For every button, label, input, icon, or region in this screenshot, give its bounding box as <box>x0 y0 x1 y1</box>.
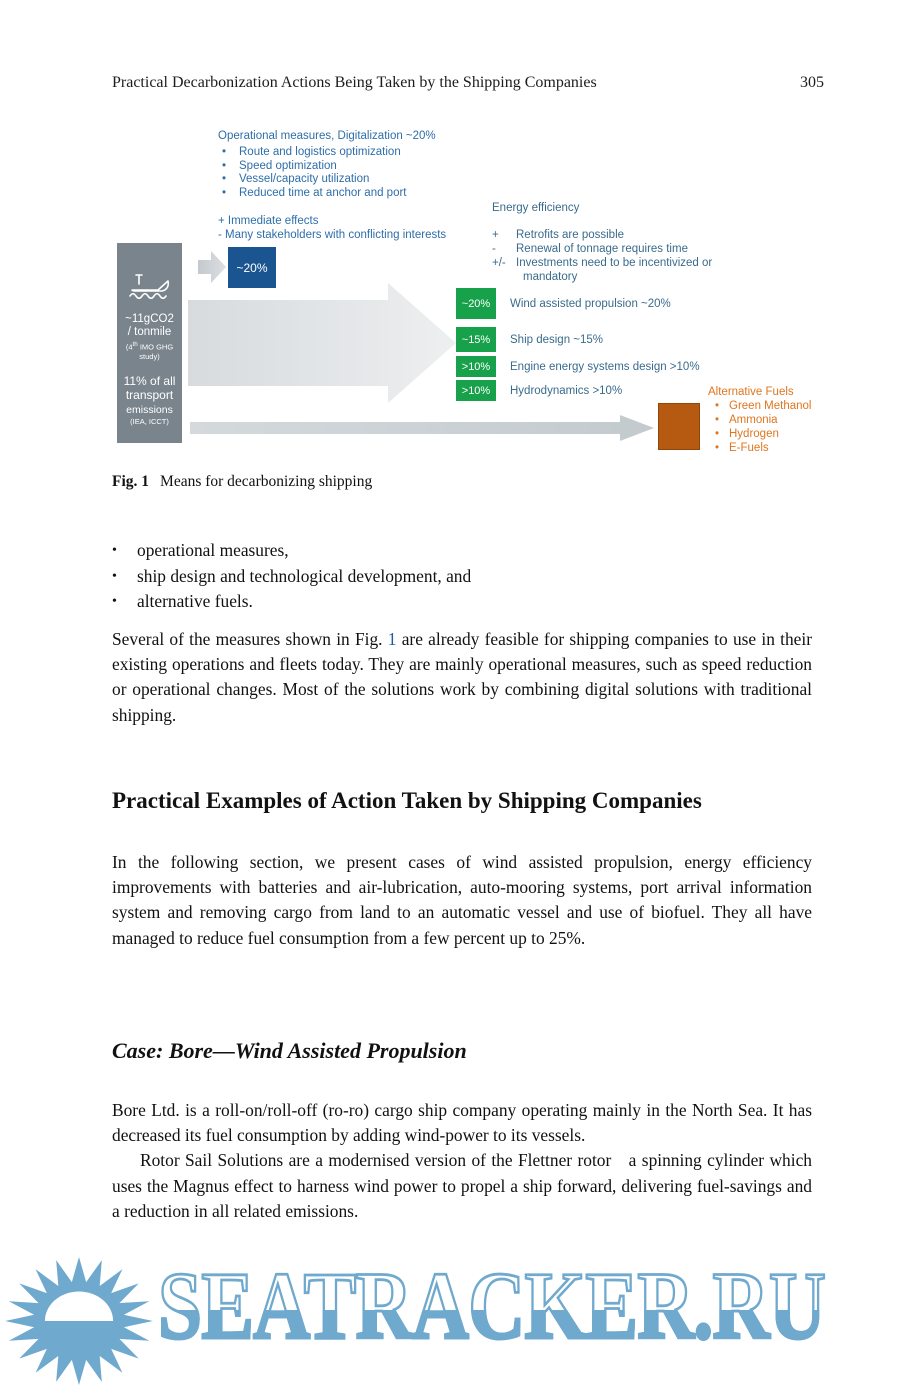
alt-fuel-label: Ammonia <box>729 414 778 426</box>
ee-point <box>492 228 802 242</box>
shipping-emissions-box <box>117 243 182 443</box>
imo-note-line2: study) <box>139 351 160 361</box>
ee-item-engine <box>456 356 700 377</box>
alt-fuel-label: Green Methanol <box>729 400 812 412</box>
ee-item-label: Wind assisted propulsion ~20% <box>510 297 671 310</box>
figure-1-diagram <box>112 125 814 470</box>
paragraph-text: are already feasible for shipping companies to use in their existing operations and fleets today. They are mainly operational measures, such as speed reduction or operational changes. Most of the solutions work by combining digital solutions with traditional shipping. <box>112 629 813 725</box>
paragraph-bore-case <box>112 1098 812 1224</box>
list-item <box>112 538 812 564</box>
paragraph-text: Rotor Sail Solutions are a modernised version of the Flettner rotor a spinning cylinder which uses the Magnus effect to harness wind power to propel a ship forward, delivering fuel-savings and a reduction in all related emissions. <box>112 1150 812 1221</box>
arrow-right-large-icon <box>188 283 456 403</box>
figure-1-reference-link[interactable]: 1 <box>387 629 397 649</box>
watermark <box>0 1254 916 1388</box>
paragraph-text: Bore Ltd. is a roll-on/roll-off (ro-ro) cargo ship company operating mainly in the North Sea. It has decreased its fuel consumption by adding wind-power to its vessels. <box>112 1100 812 1146</box>
sun-logo-icon <box>4 1256 154 1386</box>
ee-point <box>492 270 802 284</box>
imo-note-line1: (4th IMO GHG <box>125 341 174 352</box>
con-line: - Many stakeholders with conflicting interests <box>218 229 447 241</box>
pro-line: + Immediate effects <box>218 215 319 227</box>
figure-caption <box>112 473 372 491</box>
bullet-dot-icon: • <box>222 186 227 199</box>
ee-item-label: Engine energy systems design >10% <box>510 360 700 373</box>
operational-bullet-label: Vessel/capacity utilization <box>239 173 370 185</box>
ee-item-value: >10% <box>456 356 496 377</box>
alt-fuel-label: Hydrogen <box>729 428 779 440</box>
ee-point <box>492 256 802 270</box>
figure-caption-label: Fig. 1 <box>112 473 150 490</box>
bullet-dot-icon: • <box>112 568 117 584</box>
operational-pros-cons <box>218 214 498 242</box>
ship-icon <box>128 269 172 303</box>
share-line2: transport <box>125 387 174 402</box>
ee-point-sign: - <box>492 243 496 255</box>
paragraph-text: Several of the measures shown in Fig. <box>112 629 388 649</box>
paragraph-measures <box>112 627 812 728</box>
co2-line1: ~11gCO2 <box>125 313 174 325</box>
ee-item-value: ~15% <box>456 327 496 352</box>
figure-caption-text: Means for decarbonizing shipping <box>160 473 373 490</box>
alternative-fuels-box <box>658 403 700 450</box>
energy-efficiency-title: Energy efficiency <box>492 202 580 214</box>
bullet-dot-icon: • <box>715 400 720 412</box>
alternative-fuels-title: Alternative Fuels <box>708 386 794 398</box>
operational-saving-box <box>228 247 276 288</box>
alt-fuel-item <box>708 441 818 455</box>
arrow-right-small-icon <box>198 250 226 284</box>
page-number: 305 <box>800 74 824 91</box>
list-item <box>112 589 812 615</box>
operational-bullet-label: Route and logistics optimization <box>239 146 401 158</box>
ee-point-sign: +/- <box>492 257 506 269</box>
bullet-dot-icon: • <box>112 594 117 609</box>
bullet-dot-icon: • <box>715 428 720 440</box>
ee-point <box>492 242 802 256</box>
ee-point-sign <box>492 270 516 284</box>
operational-bullet <box>218 187 498 201</box>
bullet-dot-icon: • <box>715 414 720 426</box>
paragraph-text: In the following section, we present cases of wind assisted propulsion, energy efficiency improvements with batteries and air-lubrication, auto-mooring systems, port arrival information system and removing cargo from land to an automatic vessel and use of biofuel. They all have managed to reduce fuel consumption from a few percent up to 25%. <box>112 852 812 948</box>
ee-point-text: Investments need to be incentivized or <box>516 257 713 269</box>
bullet-dot-icon: • <box>222 173 227 185</box>
energy-efficiency-block <box>492 201 802 284</box>
ee-item-label: Hydrodynamics >10% <box>510 384 623 397</box>
ee-item-value: >10% <box>456 380 496 401</box>
running-head-title: Practical Decarbonization Actions Being Taken by the Shipping Companies <box>112 74 597 91</box>
operational-saving-value: ~20% <box>236 260 268 275</box>
ee-point-sign: + <box>492 229 499 241</box>
section-heading: Practical Examples of Action Taken by Shipping Companies <box>112 788 702 813</box>
measures-bullet-list <box>112 538 812 615</box>
bullet-dot-icon: • <box>222 159 227 172</box>
watermark-text: SEATRACKER.RU <box>158 1252 826 1360</box>
operational-bullet <box>218 173 498 187</box>
bullet-dot-icon: • <box>222 146 227 158</box>
list-item-text: ship design and technological development, and <box>137 565 472 586</box>
co2-line2: / tonmile <box>127 326 172 338</box>
alt-fuel-label: E-Fuels <box>729 442 769 454</box>
list-item <box>112 564 812 590</box>
ee-point-text: mandatory <box>523 271 578 283</box>
arrow-right-thin-icon <box>190 415 654 441</box>
running-head <box>112 74 824 92</box>
operational-measures-block <box>218 129 498 242</box>
energy-efficiency-points <box>492 228 802 284</box>
transport-share-value <box>117 374 182 402</box>
list-item-text: alternative fuels. <box>137 591 253 611</box>
paragraph-cases-overview <box>112 850 812 951</box>
list-item-text: operational measures, <box>137 540 289 560</box>
case-heading: Case: Bore—Wind Assisted Propulsion <box>112 1038 467 1063</box>
ee-point-text: Retrofits are possible <box>516 229 625 241</box>
imo-study-note <box>117 340 182 361</box>
ee-item-label: Ship design ~15% <box>510 333 604 346</box>
operational-bullet-label: Speed optimization <box>239 159 337 172</box>
alt-fuel-item <box>708 399 818 413</box>
share-line1: 11% of all <box>123 373 176 388</box>
alt-fuel-item <box>708 427 818 441</box>
co2-intensity-value <box>117 313 182 339</box>
bullet-dot-icon: • <box>112 543 117 558</box>
operational-title: Operational measures, Digitalization ~20% <box>218 130 436 142</box>
bullet-dot-icon: • <box>715 442 720 454</box>
ee-item-hydrodynamics <box>456 380 622 401</box>
ee-item-ship-design <box>456 327 603 352</box>
emissions-label: emissions <box>126 403 173 416</box>
ee-item-value: ~20% <box>456 288 496 319</box>
alternative-fuels-block <box>708 385 818 455</box>
operational-bullet-label: Reduced time at anchor and port <box>239 186 407 199</box>
ee-item-wind <box>456 288 671 319</box>
alt-fuel-item <box>708 413 818 427</box>
ee-point-text: Renewal of tonnage requires time <box>516 243 688 255</box>
iea-icct-note: (IEA, ICCT) <box>130 416 169 426</box>
operational-bullet <box>218 160 498 174</box>
operational-bullet <box>218 146 498 160</box>
